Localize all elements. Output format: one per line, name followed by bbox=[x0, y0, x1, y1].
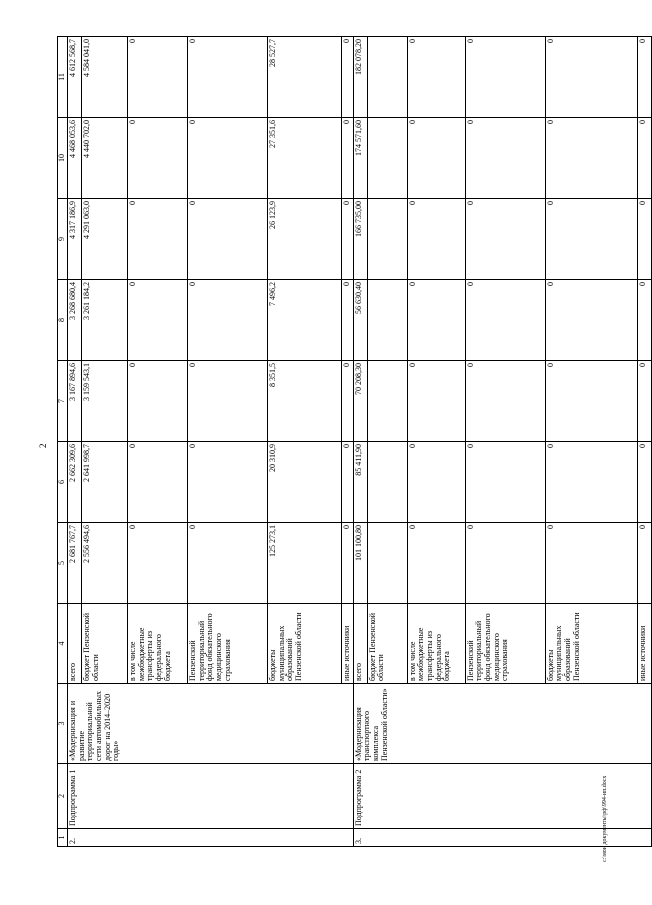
amount-cell: 3 268 680,4 bbox=[68, 280, 82, 361]
amount-cell: 0 bbox=[545, 523, 637, 604]
amount-cell: 0 bbox=[407, 280, 465, 361]
amount-cell: 0 bbox=[637, 118, 651, 199]
amount-cell: 0 bbox=[407, 361, 465, 442]
amount-cell: 0 bbox=[637, 442, 651, 523]
amount-cell: 0 bbox=[342, 280, 354, 361]
amount-cell: 0 bbox=[637, 361, 651, 442]
amount-cell: 0 bbox=[545, 37, 637, 118]
column-number: 4 bbox=[58, 604, 68, 684]
amount-cell: 2 641 998,7 bbox=[82, 442, 128, 523]
funding-source: бюджет Пензенской области bbox=[367, 604, 407, 684]
amount-cell: 0 bbox=[545, 442, 637, 523]
amount-cell: 2 556 494,6 bbox=[82, 523, 128, 604]
amount-cell: 3 159 543,1 bbox=[82, 361, 128, 442]
funding-source: всего bbox=[68, 604, 82, 684]
amount-cell: 4 612 568,7 bbox=[68, 37, 82, 118]
amount-cell: 174 571,60 bbox=[353, 118, 367, 199]
funding-source: в том числе межбюджетные трансферты из федерального бюджета bbox=[407, 604, 465, 684]
amount-cell: 0 bbox=[465, 118, 545, 199]
column-number: 10 bbox=[58, 118, 68, 199]
amount-cell: 0 bbox=[342, 199, 354, 280]
amount-cell: 27 351,6 bbox=[268, 118, 342, 199]
amount-cell bbox=[367, 523, 407, 604]
amount-cell: 4 317 186,9 bbox=[68, 199, 82, 280]
amount-cell bbox=[367, 199, 407, 280]
header-row bbox=[58, 37, 68, 847]
subprogram-title: «Модернизация транспортного комплекса Пензенской области» bbox=[353, 684, 651, 764]
amount-cell: 0 bbox=[188, 442, 268, 523]
funding-source: бюджеты муниципальных образований Пензенской области bbox=[545, 604, 637, 684]
amount-cell: 7 496,2 bbox=[268, 280, 342, 361]
file-path-footer: c:\мои документы\рф\994-ип.docx bbox=[602, 775, 608, 862]
amount-cell: 0 bbox=[407, 199, 465, 280]
amount-cell: 0 bbox=[545, 199, 637, 280]
amount-cell: 0 bbox=[128, 118, 188, 199]
amount-cell: 0 bbox=[188, 37, 268, 118]
funding-source: в том числе межбюджетные трансферты из федерального бюджета bbox=[128, 604, 188, 684]
column-number: 11 bbox=[58, 37, 68, 118]
subprogram-title: «Модернизация и развитие территориальной сети автомобильных дорог на 2014–2020 годы» bbox=[68, 684, 354, 764]
amount-cell: 20 310,9 bbox=[268, 442, 342, 523]
amount-cell: 0 bbox=[128, 442, 188, 523]
amount-cell: 0 bbox=[465, 280, 545, 361]
column-number: 9 bbox=[58, 199, 68, 280]
column-number: 6 bbox=[58, 442, 68, 523]
subprogram-name: Подпрограмма 1 bbox=[68, 764, 354, 829]
subprogram-name: Подпрограмма 2 bbox=[353, 764, 651, 829]
table-row bbox=[353, 37, 367, 847]
amount-cell: 0 bbox=[342, 37, 354, 118]
column-number: 3 bbox=[58, 684, 68, 764]
amount-cell: 0 bbox=[465, 199, 545, 280]
amount-cell: 3 261 184,2 bbox=[82, 280, 128, 361]
amount-cell: 0 bbox=[465, 442, 545, 523]
amount-cell: 0 bbox=[188, 118, 268, 199]
funding-source: иные источники bbox=[637, 604, 651, 684]
amount-cell: 0 bbox=[188, 199, 268, 280]
amount-cell bbox=[367, 442, 407, 523]
amount-cell: 0 bbox=[128, 361, 188, 442]
amount-cell: 101 100,80 bbox=[353, 523, 367, 604]
funding-source: бюджет Пензенской области bbox=[82, 604, 128, 684]
budget-table bbox=[57, 36, 652, 847]
amount-cell: 0 bbox=[128, 199, 188, 280]
amount-cell: 56 630,40 bbox=[353, 280, 367, 361]
amount-cell: 0 bbox=[637, 523, 651, 604]
amount-cell: 125 273,1 bbox=[268, 523, 342, 604]
amount-cell: 0 bbox=[465, 523, 545, 604]
amount-cell: 2 662 309,6 bbox=[68, 442, 82, 523]
amount-cell: 4 584 041,0 bbox=[82, 37, 128, 118]
amount-cell bbox=[367, 37, 407, 118]
funding-source: иные источники bbox=[342, 604, 354, 684]
amount-cell: 4 440 702,0 bbox=[82, 118, 128, 199]
amount-cell: 4 291 063,0 bbox=[82, 199, 128, 280]
amount-cell: 0 bbox=[407, 118, 465, 199]
amount-cell: 0 bbox=[342, 361, 354, 442]
funding-source: бюджеты муниципальных образований Пензенской области bbox=[268, 604, 342, 684]
amount-cell: 4 468 053,6 bbox=[68, 118, 82, 199]
amount-cell: 0 bbox=[465, 37, 545, 118]
amount-cell: 0 bbox=[637, 280, 651, 361]
column-number: 1 bbox=[58, 829, 68, 847]
amount-cell: 0 bbox=[407, 523, 465, 604]
row-number: 2. bbox=[68, 829, 354, 847]
column-number: 5 bbox=[58, 523, 68, 604]
column-number: 7 bbox=[58, 361, 68, 442]
amount-cell: 0 bbox=[188, 361, 268, 442]
amount-cell: 0 bbox=[188, 523, 268, 604]
amount-cell: 28 527,7 bbox=[268, 37, 342, 118]
amount-cell: 0 bbox=[545, 361, 637, 442]
funding-source: всего bbox=[353, 604, 367, 684]
amount-cell: 0 bbox=[128, 280, 188, 361]
funding-source: Пензенский территориальный фонд обязательного медицинского страхования bbox=[465, 604, 545, 684]
amount-cell: 26 123,9 bbox=[268, 199, 342, 280]
amount-cell: 182 078,20 bbox=[353, 37, 367, 118]
amount-cell: 0 bbox=[188, 280, 268, 361]
page-number: 2 bbox=[38, 443, 48, 448]
amount-cell: 8 351,5 bbox=[268, 361, 342, 442]
amount-cell: 0 bbox=[342, 523, 354, 604]
amount-cell: 2 681 767,7 bbox=[68, 523, 82, 604]
amount-cell: 0 bbox=[407, 442, 465, 523]
amount-cell: 85 411,90 bbox=[353, 442, 367, 523]
amount-cell: 0 bbox=[545, 280, 637, 361]
amount-cell: 0 bbox=[465, 361, 545, 442]
amount-cell: 0 bbox=[128, 37, 188, 118]
amount-cell: 3 167 894,6 bbox=[68, 361, 82, 442]
amount-cell bbox=[367, 118, 407, 199]
amount-cell: 0 bbox=[637, 199, 651, 280]
amount-cell: 0 bbox=[637, 37, 651, 118]
amount-cell: 70 208,30 bbox=[353, 361, 367, 442]
amount-cell: 0 bbox=[128, 523, 188, 604]
table-row bbox=[68, 37, 82, 847]
amount-cell: 0 bbox=[342, 442, 354, 523]
amount-cell: 0 bbox=[407, 37, 465, 118]
amount-cell bbox=[367, 280, 407, 361]
amount-cell bbox=[367, 361, 407, 442]
amount-cell: 166 735,00 bbox=[353, 199, 367, 280]
column-number: 8 bbox=[58, 280, 68, 361]
column-number: 2 bbox=[58, 764, 68, 829]
amount-cell: 0 bbox=[342, 118, 354, 199]
amount-cell: 0 bbox=[545, 118, 637, 199]
funding-source: Пензенский территориальный фонд обязательного медицинского страхования bbox=[188, 604, 268, 684]
row-number: 3. bbox=[353, 829, 651, 847]
